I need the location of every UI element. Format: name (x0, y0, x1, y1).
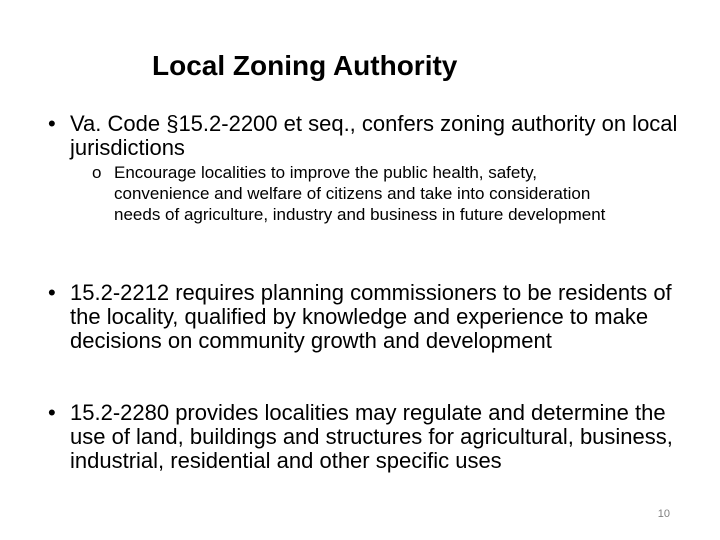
bullet-text: Va. Code §15.2-2200 et seq., confers zoning authority on local jurisdictions (70, 111, 678, 160)
bullet-marker: • (48, 111, 56, 136)
slide-title: Local Zoning Authority (152, 50, 458, 81)
bullet-text: 15.2-2212 requires planning commissioners to be residents of the locality, qualified by knowledge and experience to make decisions on community growth and development (70, 280, 672, 353)
bullet-text: 15.2-2280 provides localities may regulate and determine the use of land, buildings and structures for agricultural, business, industrial, residential and other specific uses (70, 400, 673, 473)
bullet-item (48, 112, 688, 160)
sub-bullet-marker: o (92, 163, 102, 182)
bullet-marker: • (48, 280, 56, 305)
bullet-marker: • (48, 400, 56, 425)
sub-bullet-item (92, 162, 612, 225)
bullet-item (48, 281, 688, 353)
sub-bullet-text: Encourage localities to improve the public health, safety, convenience and welfare of citizens and take into consideration needs of agriculture, industry and business in future development (114, 163, 606, 224)
page-number: 10 (657, 508, 670, 520)
bullet-item (48, 401, 688, 473)
